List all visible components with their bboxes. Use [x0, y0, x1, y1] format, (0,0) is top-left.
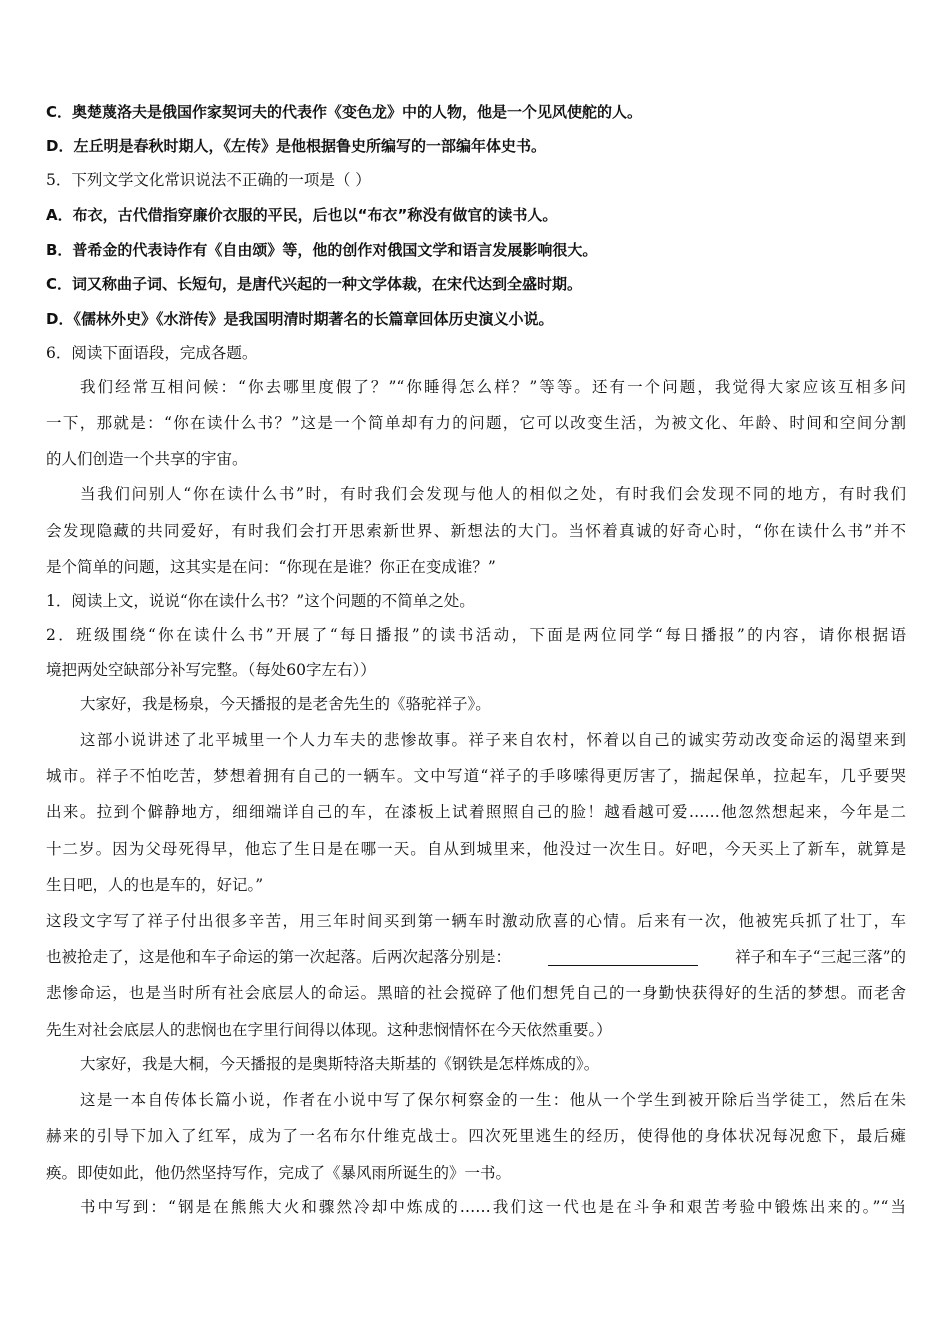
q5-option-c: C．词又称曲子词、长短句，是唐代兴起的一种文学体裁，在宋代达到全盛时期。	[46, 275, 583, 293]
report2-body-line: 赫来的引导下加入了红军，成为了一名布尔什维克战士。四次死里逃生的经历，使得他的身体状况每况愈下，最后瘫	[46, 1127, 906, 1145]
report1-blank-prefix: 也被抢走了，这是他和车子命运的第一次起落。后两次起落分别是：	[46, 948, 512, 966]
passage-p2-line: 当我们问别人“你在读什么书”时，有时我们会发现与他人的相似之处，有时我们会发现不同的地方，有时我们	[80, 485, 906, 503]
report2-body-line: 这是一本自传体长篇小说，作者在小说中写了保尔柯察金的一生：他从一个学生到被开除后当学徒工，然后在朱	[80, 1091, 906, 1109]
report2-body-line: 痪。即使如此，他仍然坚持写作，完成了《暴风雨所诞生的》一书。	[46, 1164, 512, 1182]
q5-option-b: B．普希金的代表诗作有《自由颂》等，他的创作对俄国文学和语言发展影响很大。	[46, 241, 598, 259]
report1-body-line: 城市。祥子不怕吃苦，梦想着拥有自己的一辆车。文中写道“祥子的手哆嗦得更厉害了，揣起保单，拉起车，几乎要哭	[46, 767, 906, 785]
report1-body-line: 这部小说讲述了北平城里一个人力车夫的悲惨故事。祥子来自农村，怀着以自己的诚实劳动改变命运的渴望来到	[80, 731, 906, 749]
answer-blank-1[interactable]	[548, 949, 698, 966]
sub-question-2-line: 境把两处空缺部分补写完整。（每处60字左右））	[46, 661, 376, 679]
report1-summary-line: 先生对社会底层人的悲悯也在字里行间得以体现。这种悲悯情怀在今天依然重要。）	[46, 1021, 612, 1039]
passage-p1-line: 我们经常互相问候：“你去哪里度假了？”“你睡得怎么样？”等等。还有一个问题，我觉得大家应该互相多问	[80, 378, 906, 396]
report2-quote-line: 书中写到：“钢是在熊熊大火和骤然冷却中炼成的……我们这一代也是在斗争和艰苦考验中锻炼出来的。”“当	[80, 1198, 906, 1216]
q5-option-d: D．《儒林外史》《水浒传》是我国明清时期著名的长篇章回体历史演义小说。	[46, 310, 554, 328]
q5-stem: 5．下列文学文化常识说法不正确的一项是（ ）	[46, 171, 371, 189]
passage-p2-line: 是个简单的问题，这其实是在问：“你现在是谁？你正在变成谁？”	[46, 558, 496, 576]
passage-p1-line: 的人们创造一个共享的宇宙。	[46, 450, 248, 468]
report1-blank-suffix: 祥子和车子“三起三落”的	[735, 948, 906, 966]
q5-option-a: A．布衣，古代借指穿廉价衣服的平民，后也以“布衣”称没有做官的读书人。	[46, 206, 558, 224]
report1-intro: 大家好，我是杨泉，今天播报的是老舍先生的《骆驼祥子》。	[80, 695, 491, 713]
report2-intro: 大家好，我是大桐，今天播报的是奥斯特洛夫斯基的《钢铁是怎样炼成的》。	[80, 1055, 600, 1073]
report1-body-line: 出来。拉到个僻静地方，细细端详自己的车，在漆板上试着照照自己的脸！越看越可爱……他忽然想起来，今年是二	[46, 803, 906, 821]
report1-blank-line	[46, 946, 906, 968]
report1-summary-line: 这段文字写了祥子付出很多辛苦，用三年时间买到第一辆车时激动欣喜的心情。后来有一次，他被宪兵抓了壮丁，车	[46, 912, 906, 930]
sub-question-2-line: 2．班级围绕“你在读什么书”开展了“每日播报”的读书活动，下面是两位同学“每日播报”的内容，请你根据语	[46, 626, 906, 644]
q6-stem: 6．阅读下面语段，完成各题。	[46, 344, 258, 362]
report1-body-line: 十二岁。因为父母死得早，他忘了生日是在哪一天。自从到城里来，他没过一次生日。好吧，今天买上了新车，就算是	[46, 840, 906, 858]
passage-p2-line: 会发现隐藏的共同爱好，有时我们会打开思索新世界、新想法的大门。当怀着真诚的好奇心时，“你在读什么书”并不	[46, 522, 906, 540]
passage-p1-line: 一下，那就是：“你在读什么书？”这是一个简单却有力的问题，它可以改变生活，为被文化、年龄、时间和空间分割	[46, 414, 906, 432]
report1-summary-line: 悲惨命运，也是当时所有社会底层人的命运。黑暗的社会搅碎了他们想凭自己的一身勤快获得好的生活的梦想。而老舍	[46, 984, 906, 1002]
q4-option-d: D．左丘明是春秋时期人，《左传》是他根据鲁史所编写的一部编年体史书。	[46, 137, 546, 155]
q4-option-c: C．奥楚蔑洛夫是俄国作家契诃夫的代表作《变色龙》中的人物，他是一个见风使舵的人。	[46, 103, 643, 121]
report1-body-line: 生日吧，人的也是车的，好记。”	[46, 876, 264, 894]
sub-question-1: 1．阅读上文，说说“你在读什么书？”这个问题的不简单之处。	[46, 592, 475, 610]
